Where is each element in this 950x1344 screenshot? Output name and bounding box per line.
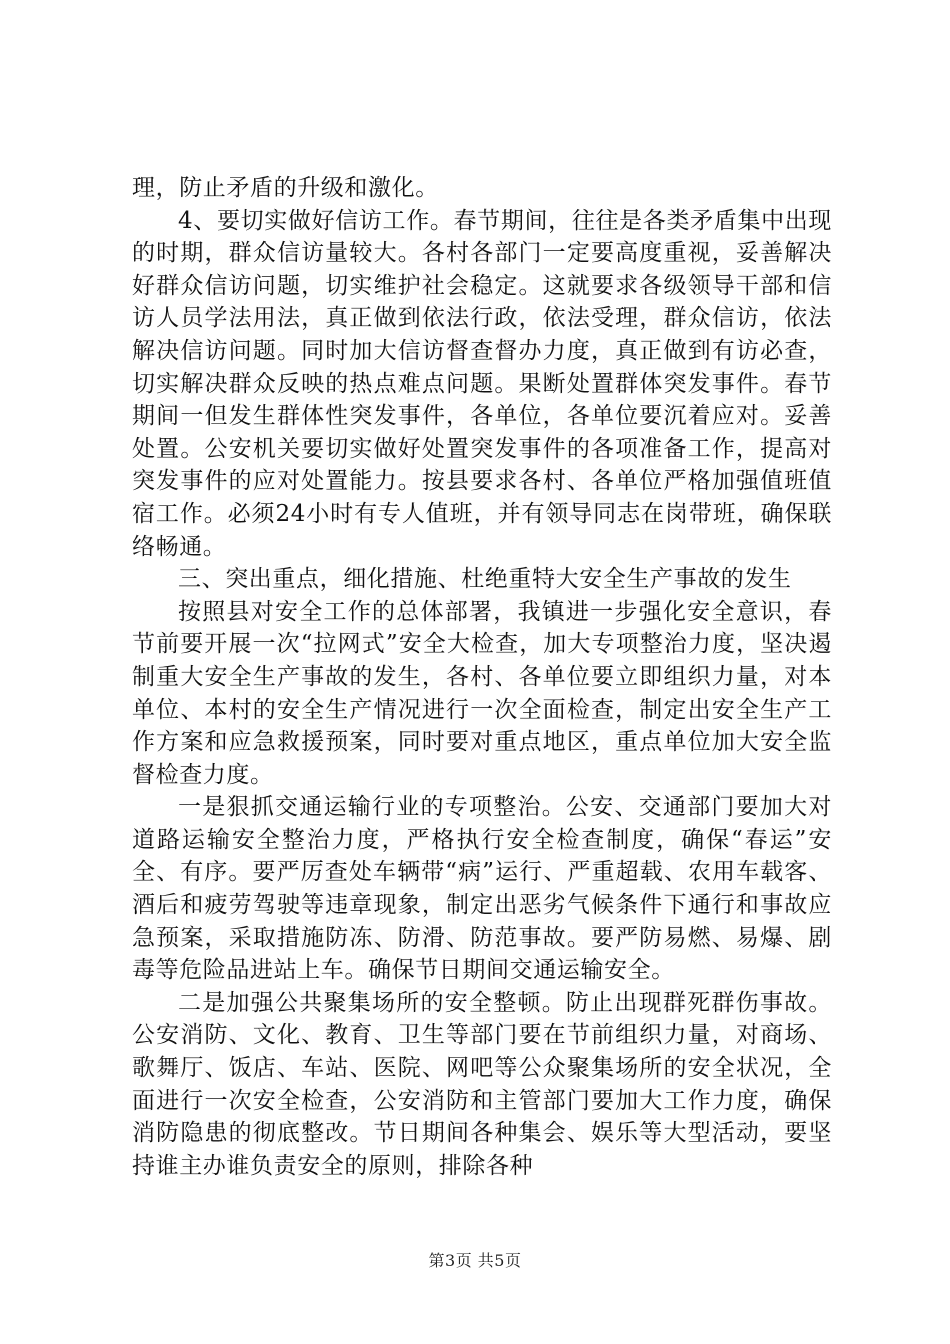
- paragraph-public-venues: 二是加强公共聚集场所的安全整顿。防止出现群死群伤事故。公安消防、文化、教育、卫生等部门要在节前组织力量，对商场、歌舞厅、饭店、车站、医院、网吧等公众聚集场所的安全状况，全面进行一次安全检查，公安消防和主管部门要加大工作力度，确保消防隐患的彻底整改。节日期间各种集会、娱乐等大型活动，要坚持谁主办谁负责安全的原则，排除各种: [132, 989, 832, 1179]
- paragraph-safety-deployment: 按照县对安全工作的总体部署，我镇进一步强化安全意识，春节前要开展一次“拉网式”安全大检查，加大专项整治力度，坚决遏制重大安全生产事故的发生，各村、各单位要立即组织力量，对本单位、本村的安全生产情况进行一次全面检查，制定出安全生产工作方案和应急救援预案，同时要对重点地区，重点单位加大安全监督检查力度。: [132, 598, 832, 788]
- document-body: [132, 172, 832, 1182]
- page-footer: 第3页 共5页: [428, 1251, 522, 1270]
- paragraph-petition-work: 4、要切实做好信访工作。春节期间，往往是各类矛盾集中出现的时期，群众信访量较大。各村各部门一定要高度重视，妥善解决好群众信访问题，切实维护社会稳定。这就要求各级领导干部和信访人员学法用法，真正做到依法行政，依法受理，群众信访，依法解决信访问题。同时加大信访督查督办力度，真正做到有访必查，切实解决群众反映的热点难点问题。果断处置群体突发事件。春节期间一但发生群体性突发事件，各单位，各单位要沉着应对。妥善处置。公安机关要切实做好处置突发事件的各项准备工作，提高对突发事件的应对处置能力。按县要求各村、各单位严格加强值班值宿工作。必须24小时有专人值班，并有领导同志在岗带班，确保联络畅通。: [132, 207, 832, 560]
- section-heading-safety: 三、突出重点，细化措施、杜绝重特大安全生产事故的发生: [178, 566, 792, 593]
- paragraph-continuation: 理，防止矛盾的升级和激化。: [132, 175, 439, 201]
- paragraph-traffic-safety: 一是狠抓交通运输行业的专项整治。公安、交通部门要加大对道路运输安全整治力度，严格执行安全检查制度，确保“春运”安全、有序。要严厉查处车辆带“病”运行、严重超载、农用车载客、酒后和疲劳驾驶等违章现象，制定出恶劣气候条件下通行和事故应急预案，采取措施防冻、防滑、防范事故。要严防易燃、易爆、剧毒等危险品进站上车。确保节日期间交通运输安全。: [132, 794, 832, 984]
